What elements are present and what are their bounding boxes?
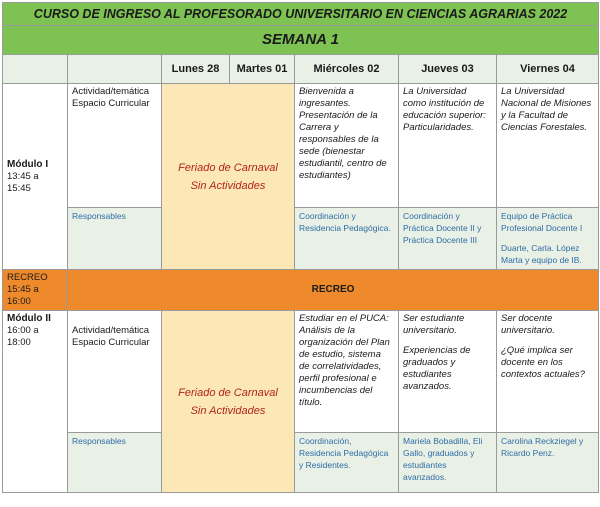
recreo-label: RECREO <box>7 272 48 283</box>
responsables-label: Responsables <box>68 208 162 270</box>
feriado-sublabel-2: Sin Actividades <box>190 404 266 417</box>
modulo1-jueves-activity: La Universidad como institución de educación superior: Particularidades. <box>399 84 497 208</box>
modulo2-jueves-responsables: Mariela Bobadilla, Eli Gallo, graduados y estudiantes avanzados. <box>399 433 497 493</box>
modulo1-viernes-responsables <box>497 208 599 270</box>
row-label-activity: Actividad/temática Espacio Curricular <box>68 84 162 208</box>
modulo1-viernes-resp-team: Equipo de Práctica Profesional Docente I <box>501 211 583 233</box>
recreo-label-cell <box>3 270 68 311</box>
modulo2-name: Módulo II <box>7 313 51 324</box>
day-header-lunes: Lunes 28 <box>162 55 230 84</box>
modulo2-label-cell <box>3 311 68 493</box>
page-title: CURSO DE INGRESO AL PROFESORADO UNIVERSITARIO EN CIENCIAS AGRARIAS 2022 <box>3 3 599 26</box>
modulo2-viernes-line1: Ser docente universitario. <box>501 313 555 336</box>
modulo2-jueves-activity <box>399 311 497 433</box>
schedule-table <box>2 2 599 493</box>
modulo1-jueves-responsables: Coordinación y Práctica Docente II y Práctica Docente III <box>399 208 497 270</box>
modulo1-time: 13:45 a 15:45 <box>7 170 39 194</box>
row-label-activity-2: Actividad/temática Espacio Curricular <box>68 311 162 433</box>
day-header-miercoles: Miércoles 02 <box>295 55 399 84</box>
modulo1-viernes-resp-names: Duarte, Carla. López Marta y equipo de IB. <box>501 243 582 265</box>
modulo1-miercoles-responsables: Coordinación y Residencia Pedagógica. <box>295 208 399 270</box>
responsables-label-2: Responsables <box>68 433 162 493</box>
recreo-time: 15:45 a 16:00 <box>7 284 39 307</box>
feriado-label-2: Feriado de Carnaval <box>178 386 278 399</box>
modulo1-label-cell <box>3 84 68 270</box>
week-title: SEMANA 1 <box>3 26 599 55</box>
day-header-viernes: Viernes 04 <box>497 55 599 84</box>
feriado-label: Feriado de Carnaval <box>178 161 278 174</box>
modulo2-jueves-line2: Experiencias de graduados y estudiantes avanzados. <box>403 345 471 392</box>
feriado-sublabel: Sin Actividades <box>190 179 266 192</box>
header-blank-cell <box>68 55 162 84</box>
modulo1-miercoles-activity: Bienvenida a ingresantes. Presentación de la Carrera y responsables de la sede (bienestar estudiantil, centro de estudiantes) <box>295 84 399 208</box>
modulo2-viernes-line2: ¿Qué implica ser docente en los contextos actuales? <box>501 345 585 380</box>
header-blank-cell <box>3 55 68 84</box>
modulo2-miercoles-responsables: Coordinación, Residencia Pedagógica y Residentes. <box>295 433 399 493</box>
modulo1-viernes-activity: La Universidad Nacional de Misiones y la Facultad de Ciencias Forestales. <box>497 84 599 208</box>
day-header-jueves: Jueves 03 <box>399 55 497 84</box>
feriado-cell-2 <box>162 311 295 493</box>
modulo2-viernes-activity <box>497 311 599 433</box>
modulo2-miercoles-activity: Estudiar en el PUCA: Análisis de la organización del Plan de estudio, sistema de correlatividades, perfil profesional e incumbencias del título. <box>295 311 399 433</box>
modulo2-time: 16:00 a 18:00 <box>7 325 39 348</box>
recreo-banner: RECREO <box>68 270 599 311</box>
feriado-cell-1 <box>162 84 295 270</box>
modulo1-name: Módulo I <box>7 158 49 170</box>
modulo2-viernes-responsables: Carolina Reckziegel y Ricardo Penz. <box>497 433 599 493</box>
modulo2-jueves-line1: Ser estudiante universitario. <box>403 313 465 336</box>
day-header-martes: Martes 01 <box>230 55 295 84</box>
